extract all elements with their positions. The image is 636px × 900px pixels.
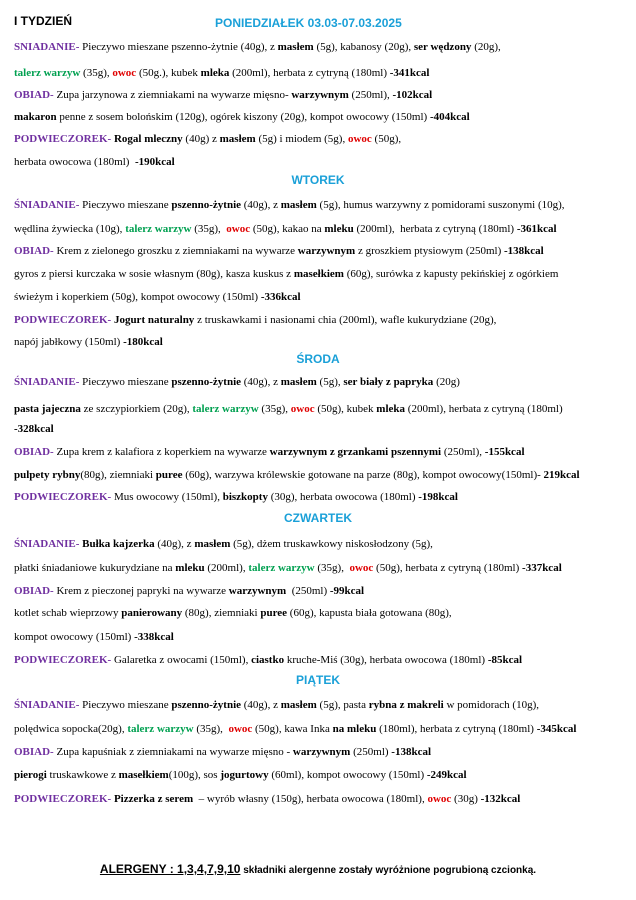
fruit-text: owoc (427, 793, 452, 805)
menu-text: Pieczywo mieszane (82, 699, 172, 711)
menu-line (14, 198, 565, 212)
menu-text: w pomidorach (10g), (443, 699, 539, 711)
vegetables-text: talerz warzyw (127, 723, 194, 735)
day-title: ŚRODA (296, 352, 340, 366)
menu-line (14, 155, 175, 169)
menu-text: (50g), (371, 133, 402, 145)
menu-text: pszenno-żytnie (171, 199, 242, 211)
menu-text: (30g), herbata owocowa (180ml) (267, 491, 419, 503)
menu-text: świeżym i koperkiem (50g), kompot owocowy (150ml) (14, 291, 261, 303)
menu-text: -198kcal (418, 491, 458, 503)
menu-text: z truskawkami i nasionami chia (200ml), wafle kukurydziane (20g), (194, 314, 497, 326)
menu-text: Galaretka z owocami (150ml), (113, 654, 252, 666)
menu-line (14, 698, 539, 712)
menu-text: płatki śniadaniowe kukurydziane na (14, 562, 176, 574)
menu-line (14, 290, 301, 304)
menu-text: (35g), (314, 562, 350, 574)
meal-label: OBIAD- (14, 585, 57, 597)
menu-text: (60g), kapusta biała gotowana (80g), (287, 607, 452, 619)
vegetables-text: talerz warzyw (125, 223, 192, 235)
menu-text: (250ml), (348, 89, 393, 101)
menu-line (14, 244, 544, 258)
week-label: I TYDZIEŃ (14, 14, 73, 28)
menu-text: (50g.), kubek (136, 67, 201, 79)
menu-line (14, 445, 525, 459)
fruit-text: owoc (290, 403, 315, 415)
menu-text: (200ml), herbata z cytryną (180ml) (229, 67, 390, 79)
menu-text: masłem (280, 699, 317, 711)
meal-label: SNIADANIE- (14, 41, 83, 53)
menu-text: (20g) (433, 376, 460, 388)
fruit-text: owoc (112, 67, 137, 79)
fruit-text: owoc (349, 562, 374, 574)
menu-text: -138kcal (391, 746, 432, 758)
menu-text: wędlina żywiecka (10g), (14, 223, 126, 235)
menu-text: (40g), z (154, 538, 195, 550)
menu-text: Pizzerka z serem (113, 793, 194, 805)
menu-line (14, 584, 364, 598)
menu-text: -132kcal (480, 793, 521, 805)
menu-text: -338kcal (134, 631, 174, 643)
menu-text: 219kcal (543, 469, 580, 481)
menu-text: Rogal mleczny (113, 133, 183, 145)
menu-text: Zupa kapuśniak z ziemniakami na wywarze mięsno - (56, 746, 293, 758)
menu-text: pszenno-żytnie (171, 699, 242, 711)
menu-line (14, 313, 496, 327)
menu-text: penne z sosem bolońskim (120g), ogórek kiszony (20g), kompot owocowy (150ml) (56, 111, 430, 123)
menu-text: -155kcal (484, 446, 525, 458)
menu-line (14, 402, 563, 416)
fruit-text: owoc (226, 223, 251, 235)
menu-text: (180ml), herbata z cytryną (180ml) (376, 723, 537, 735)
menu-line (14, 468, 580, 482)
menu-text: -328kcal (14, 423, 54, 435)
menu-text: (5g), humus warzywny z pomidorami suszonymi (10g), (316, 199, 565, 211)
menu-text: herbata owocowa (180ml) (14, 156, 135, 168)
menu-text: (200ml), herbata z cytryną (180ml) (405, 403, 563, 415)
menu-text: masłem (277, 41, 314, 53)
menu-text: Mus owocowy (150ml), (113, 491, 223, 503)
menu-text: mleku (175, 562, 205, 574)
menu-text: pasta jajeczna (14, 403, 81, 415)
menu-line (14, 490, 458, 504)
menu-line (14, 66, 429, 80)
menu-text: warzywnym (291, 89, 349, 101)
menu-text: (250ml) (350, 746, 392, 758)
meal-label: PODWIECZOREK- (14, 793, 114, 805)
menu-line (14, 653, 522, 667)
menu-text: (100g), sos (168, 769, 221, 781)
menu-text: mleku (324, 223, 354, 235)
menu-text: truskawkowe z (46, 769, 119, 781)
menu-text: (60g), surówka z kapusty pekińskiej z ogórkiem (343, 268, 559, 280)
menu-text: -190kcal (134, 156, 175, 168)
menu-text: biszkopty (222, 491, 268, 503)
menu-line (14, 40, 501, 54)
menu-text: puree (155, 469, 183, 481)
menu-text: masłem (219, 133, 256, 145)
menu-line (14, 745, 431, 759)
meal-label: PODWIECZOREK- (14, 314, 114, 326)
menu-text: (50g), herbata z cytryną (180ml) (373, 562, 523, 574)
menu-text: (250ml), (441, 446, 485, 458)
menu-line (14, 132, 401, 146)
menu-text: (5g), (316, 376, 344, 388)
allergen-note: składniki alergenne zostały wyróżnione pogrubioną czcionką. (240, 865, 537, 876)
menu-line (14, 422, 54, 436)
menu-text: kruche-Miś (30g), herbata owocowa (180ml) (284, 654, 488, 666)
menu-text: (40g) z (182, 133, 220, 145)
menu-text: – wyrób własny (150g), herbata owocowa (180ml), (193, 793, 428, 805)
menu-line (14, 537, 433, 551)
menu-line (14, 88, 432, 102)
meal-label: ŚNIADANIE- (14, 376, 83, 388)
menu-text: (40g), z (241, 376, 281, 388)
menu-text: Zupa jarzynowa z ziemniakami na wywarze mięsno- (56, 89, 292, 101)
menu-text: mleka (376, 403, 406, 415)
fruit-text: owoc (347, 133, 372, 145)
menu-line (14, 630, 174, 644)
menu-line (14, 267, 558, 281)
meal-label: ŚNIADANIE- (14, 538, 83, 550)
menu-text: (5g), pasta (316, 699, 369, 711)
meal-label: PODWIECZOREK- (14, 133, 114, 145)
menu-text: -336kcal (260, 291, 301, 303)
day-title: WTOREK (291, 173, 345, 187)
menu-text: masełkiem (293, 268, 344, 280)
allergen-list: ALERGENY : 1,3,4,7,9,10 (99, 862, 241, 876)
menu-text: na mleku (332, 723, 377, 735)
meal-label: OBIAD- (14, 89, 57, 101)
menu-line (14, 722, 576, 736)
menu-text: makaron (14, 111, 57, 123)
menu-text: -337kcal (522, 562, 562, 574)
menu-line (14, 792, 520, 806)
menu-text: (50g), kakao na (250, 223, 325, 235)
day-title: CZWARTEK (284, 511, 352, 525)
menu-text: pszenno-żytnie (171, 376, 242, 388)
menu-text: warzywnym (292, 746, 351, 758)
menu-line (14, 110, 470, 124)
menu-text: Pieczywo mieszane pszenno-żytnie (40g), z (82, 41, 278, 53)
menu-text: (5g) i miodem (5g), (255, 133, 348, 145)
vegetables-text: talerz warzyw (192, 403, 259, 415)
menu-text: (250ml) (286, 585, 330, 597)
menu-text: (200ml), (204, 562, 249, 574)
menu-text: (60g), warzywa królewskie gotowane na parze (80g), kompot owocowy(150ml)- (182, 469, 544, 481)
menu-text: jogurtowy (220, 769, 269, 781)
menu-text: polędwica sopocka(20g), (14, 723, 128, 735)
meal-label: OBIAD- (14, 245, 57, 257)
menu-text: (40g), z (241, 199, 281, 211)
menu-line (14, 768, 467, 782)
menu-text: (5g), kabanosy (20g), (313, 41, 414, 53)
menu-text: (35g), (191, 223, 227, 235)
menu-text: masłem (280, 376, 317, 388)
meal-label: ŚNIADANIE- (14, 199, 83, 211)
menu-text: (80g), ziemniaki (182, 607, 261, 619)
allergen-footer (0, 862, 636, 876)
menu-text: kompot owocowy (150ml) (14, 631, 135, 643)
menu-text: (5g), dżem truskawkowy niskosłodzony (5g), (230, 538, 433, 550)
menu-text: -180kcal (123, 336, 163, 348)
menu-text: (40g), z (241, 699, 281, 711)
menu-text: (200ml), herbata z cytryną (180ml) (353, 223, 517, 235)
menu-text: -341kcal (389, 67, 430, 79)
menu-line (14, 375, 460, 389)
menu-text: Zupa krem z kalafiora z koperkiem na wywarze (56, 446, 270, 458)
menu-text: -99kcal (329, 585, 365, 597)
meal-label: ŚNIADANIE- (14, 699, 83, 711)
menu-text: (35g), (80, 67, 113, 79)
meal-label: PODWIECZOREK- (14, 654, 114, 666)
menu-text: -404kcal (429, 111, 470, 123)
menu-text: -361kcal (516, 223, 557, 235)
meal-label: OBIAD- (14, 446, 57, 458)
menu-text: (20g), (471, 41, 501, 53)
menu-text: (35g), (193, 723, 229, 735)
menu-text: masełkiem (118, 769, 169, 781)
menu-text: puree (260, 607, 288, 619)
menu-text: Jogurt naturalny (113, 314, 195, 326)
menu-line (14, 335, 163, 349)
vegetables-text: talerz warzyw (14, 67, 81, 79)
menu-text: -345kcal (536, 723, 577, 735)
menu-text: rybna z makreli (368, 699, 444, 711)
menu-text: kotlet schab wieprzowy (14, 607, 122, 619)
menu-text: Pieczywo mieszane (82, 199, 172, 211)
menu-line (14, 606, 452, 620)
menu-text: (80g), ziemniaki (80, 469, 156, 481)
menu-line (14, 561, 562, 575)
menu-text: ser wędzony (413, 41, 472, 53)
menu-text: (50g), kubek (314, 403, 377, 415)
menu-line (14, 222, 557, 236)
menu-text: masłem (194, 538, 231, 550)
menu-text: -249kcal (426, 769, 467, 781)
menu-text: pulpety rybny (14, 469, 81, 481)
menu-text: (30g) (451, 793, 481, 805)
menu-text: Pieczywo mieszane (82, 376, 172, 388)
day-title: PONIEDZIAŁEK 03.03-07.03.2025 (215, 16, 402, 30)
menu-text: masłem (280, 199, 317, 211)
menu-text: (60ml), kompot owocowy (150ml) (268, 769, 427, 781)
meal-label: PODWIECZOREK- (14, 491, 114, 503)
menu-text: warzywnym (228, 585, 287, 597)
menu-text: pierogi (14, 769, 47, 781)
meal-label: OBIAD- (14, 746, 57, 758)
menu-text: warzywnym (297, 245, 356, 257)
menu-text: warzywnym z grzankami pszennymi (269, 446, 442, 458)
menu-text: ze szczypiorkiem (20g), (80, 403, 193, 415)
menu-text: gyros z piersi kurczaka w sosie własnym (80g), kasza kuskus z (14, 268, 294, 280)
menu-text: z groszkiem ptysiowym (250ml) (355, 245, 505, 257)
menu-text: Bułka kajzerka (82, 538, 155, 550)
menu-text: Krem z zielonego groszku z ziemniakami na wywarze (56, 245, 298, 257)
menu-text: ser biały z papryka (343, 376, 434, 388)
vegetables-text: talerz warzyw (248, 562, 315, 574)
menu-text: (50g), kawa Inka (252, 723, 333, 735)
menu-text: mleka (200, 67, 230, 79)
menu-text: -102kcal (392, 89, 433, 101)
menu-text: ciastko (251, 654, 285, 666)
menu-text: (35g), (258, 403, 291, 415)
menu-text: -85kcal (487, 654, 523, 666)
day-title: PIĄTEK (295, 673, 340, 687)
menu-text: panierowany (121, 607, 183, 619)
menu-text: Krem z pieczonej papryki na wywarze (56, 585, 229, 597)
menu-text: napój jabłkowy (150ml) (14, 336, 124, 348)
fruit-text: owoc (228, 723, 253, 735)
menu-text: -138kcal (504, 245, 544, 257)
